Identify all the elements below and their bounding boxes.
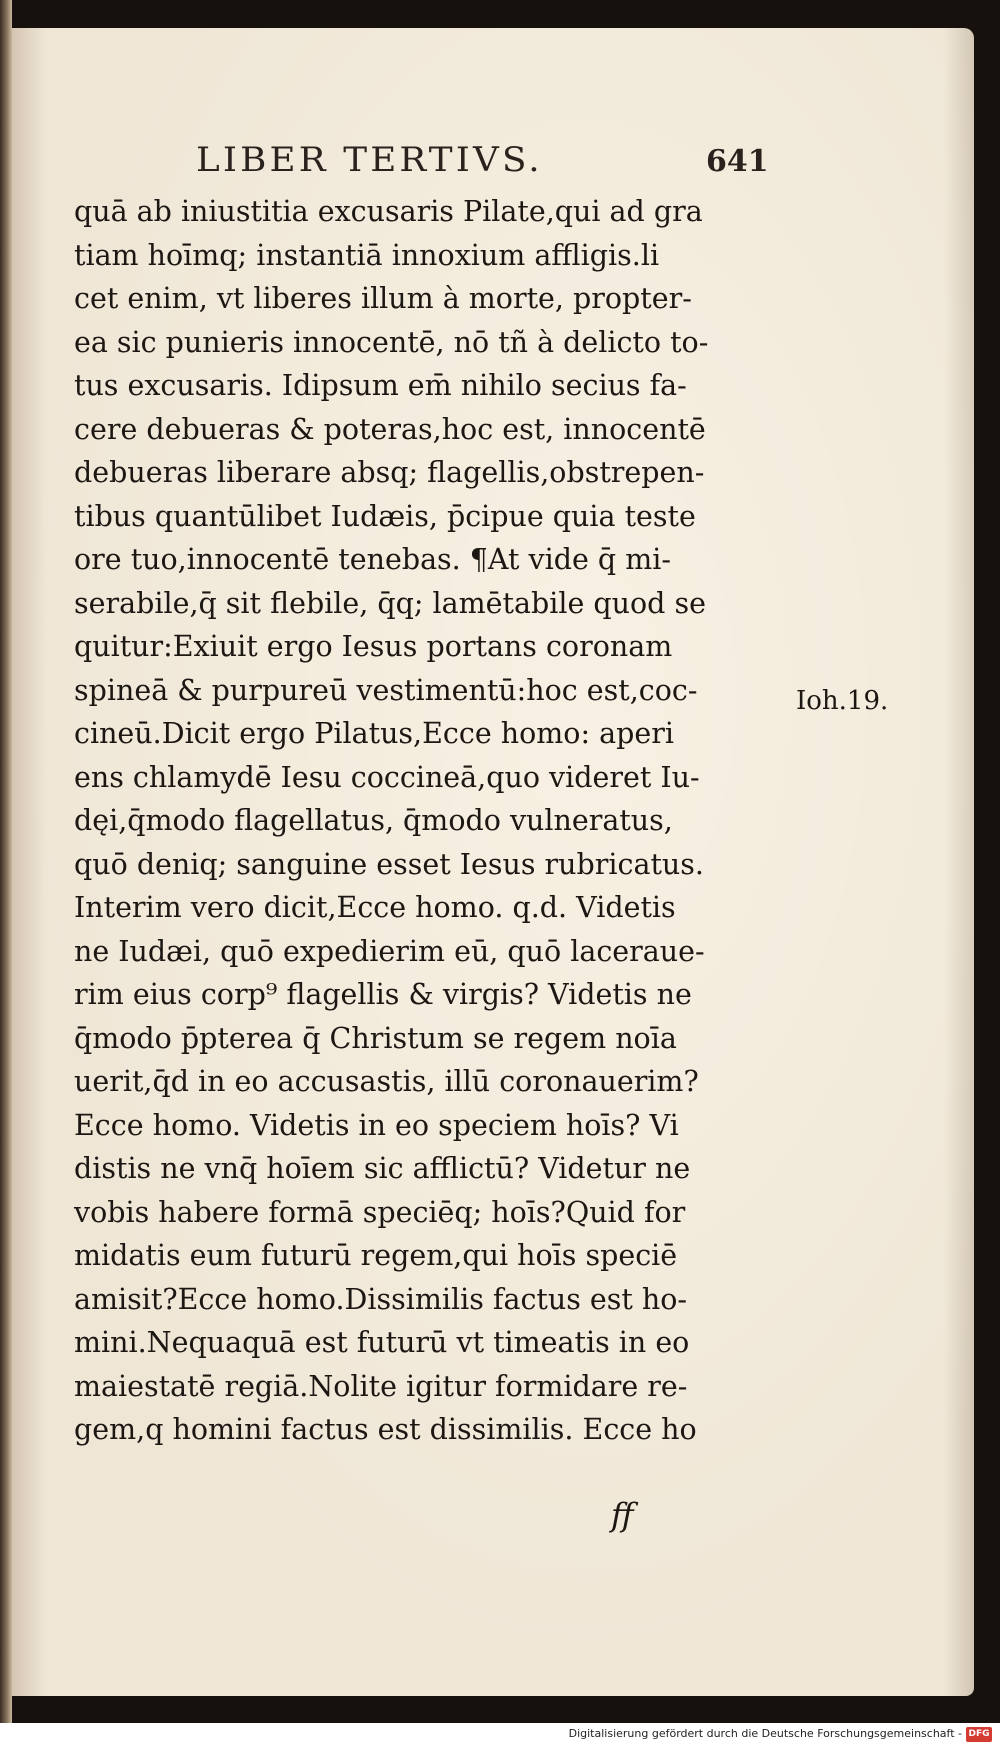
funding-credit: Digitalisierung gefördert durch die Deutsche Forschungsgemeinschaft -	[568, 1727, 962, 1740]
text-line: mini.Nequaquā est futurū vt timeatis in eo	[74, 1326, 690, 1359]
text-line: distis ne vnq̄ hoīem sic afflictū? Videtur ne	[74, 1152, 691, 1185]
text-line: gem,q homini factus est dissimilis. Ecce ho	[74, 1413, 697, 1446]
text-line: uerit,q̄d in eo accusastis, illū coronauerim?	[74, 1065, 699, 1098]
text-line: cineū.Dicit ergo Pilatus,Ecce homo: aperi	[74, 717, 674, 750]
book-page	[6, 28, 974, 1696]
text-line: cet enim, vt liberes illum à morte, propter-	[74, 282, 692, 315]
text-line: spineā & purpureū vestimentū:hoc est,coc-	[74, 673, 698, 707]
text-line: ens chlamydē Iesu coccineā,quo videret Iu-	[74, 760, 700, 794]
marginal-note: Ioh.19.	[796, 686, 889, 716]
text-line: tiam hoīmq; instantiā innoxium affligis.li	[74, 238, 660, 272]
credit-bar	[0, 1723, 1000, 1747]
page-header	[196, 140, 916, 188]
text-line: vobis habere formā speciēq; hoīs?Quid for	[74, 1195, 686, 1229]
text-line: tibus quantūlibet Iudæis, p̄cipue quia teste	[74, 499, 696, 533]
running-head: LIBER TERTIVS.	[196, 140, 543, 180]
text-line: cere debueras & poteras,hoc est, innocentē	[74, 412, 706, 446]
text-line: quō deniq; sanguine esset Iesus rubricatus.	[74, 847, 704, 881]
text-line: dęi,q̄modo flagellatus, q̄modo vulneratus,	[74, 804, 673, 837]
text-line: amisit?Ecce homo.Dissimilis factus est ho-	[74, 1282, 688, 1316]
body-text	[74, 190, 774, 1452]
text-line: midatis eum futurū regem,qui hoīs speciē	[74, 1239, 678, 1272]
text-line: serabile,q̄ sit flebile, q̄q; lamētabile quod se	[74, 586, 706, 620]
text-line: Ecce homo. Videtis in eo speciem hoīs? Vi	[74, 1108, 679, 1142]
text-line: ore tuo,innocentē tenebas. ¶At vide q̄ mi-	[74, 543, 671, 576]
page-number: 641	[706, 144, 769, 179]
text-line: quitur:Exiuit ergo Iesus portans coronam	[74, 630, 673, 663]
text-line: tus excusaris. Idipsum em̄ nihilo secius fa-	[74, 369, 687, 402]
catchword: ff	[611, 1496, 634, 1534]
book-gutter	[0, 0, 12, 1747]
text-line: Interim vero dicit,Ecce homo. q.d. Videtis	[74, 891, 676, 924]
text-line: debueras liberare absq; flagellis,obstrepen-	[74, 456, 705, 489]
text-line: maiestatē regiā.Nolite igitur formidare re-	[74, 1369, 688, 1403]
text-line: ea sic punieris innocentē, nō tñ à delicto to-	[74, 325, 709, 359]
text-line: ne Iudæi, quō expedierim eū, quō laceraue-	[74, 934, 705, 968]
text-line: rim eius corp⁹ flagellis & virgis? Videtis ne	[74, 978, 692, 1011]
text-line: q̄modo p̄pterea q̄ Christum se regem noīa	[74, 1021, 677, 1055]
text-line: quā ab iniustitia excusaris Pilate,qui ad gra	[74, 195, 703, 228]
dfg-logo-icon: DFG	[966, 1727, 992, 1742]
